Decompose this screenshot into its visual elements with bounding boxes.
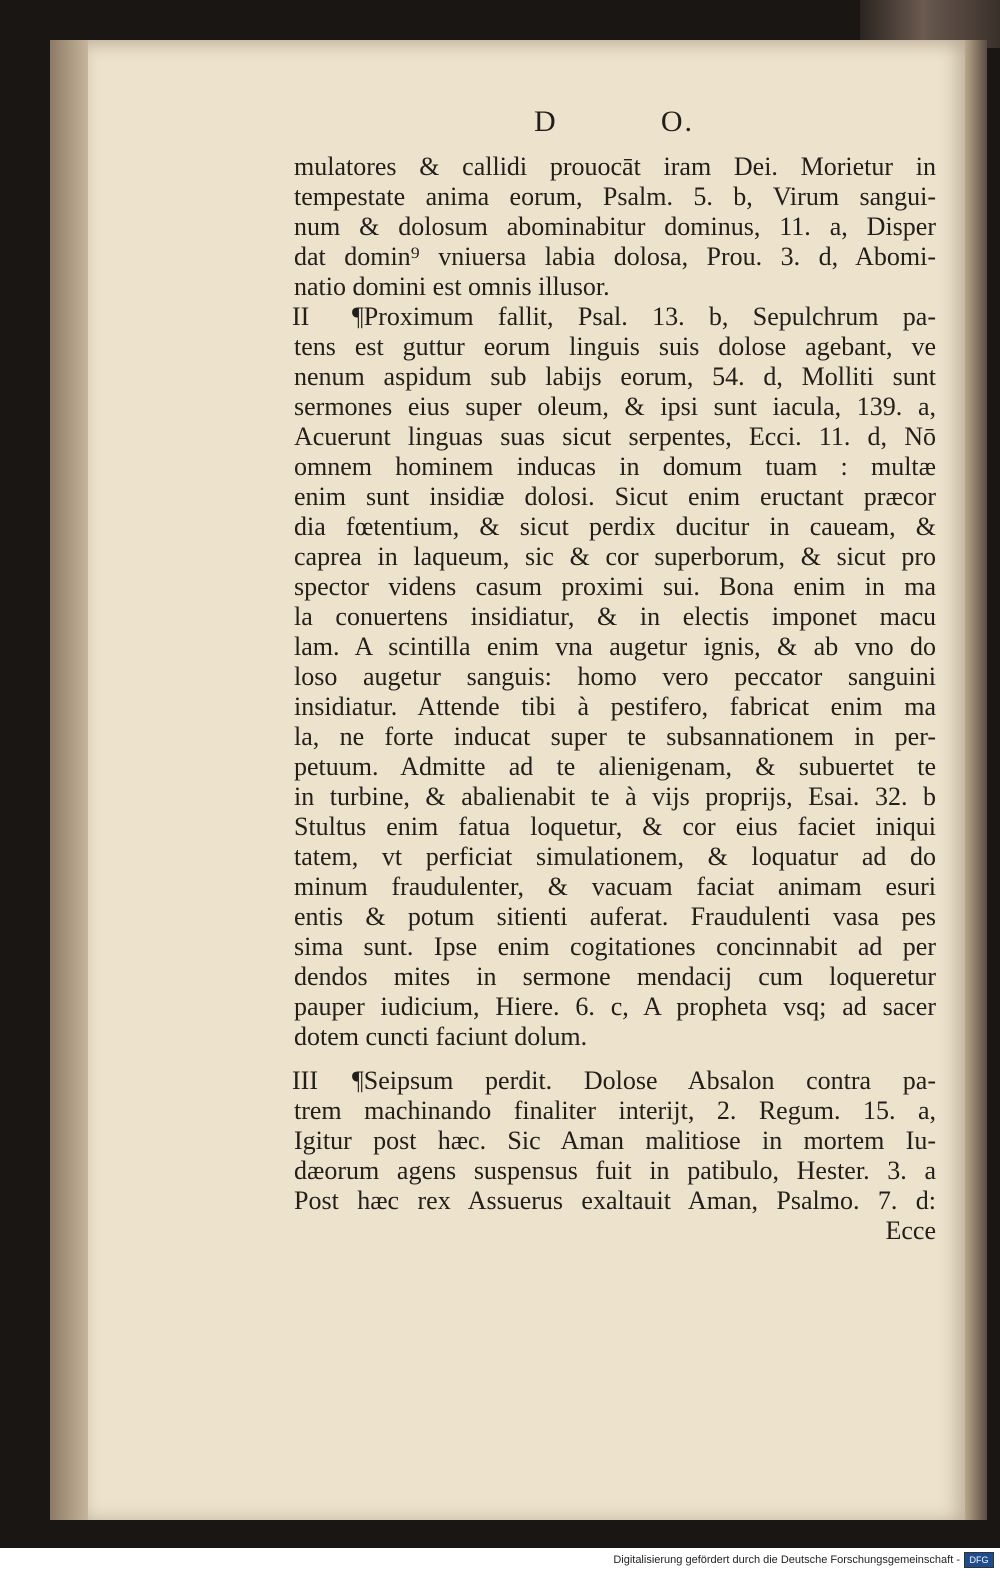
text-line: in turbine, & abalienabit te à vijs proprijs, Esai. 32. b: [294, 782, 936, 811]
text-line: tens est guttur eorum linguis suis dolose agebant, ve: [294, 332, 936, 361]
dfg-logo: DFG: [964, 1552, 994, 1568]
page-text-block: [294, 104, 936, 1246]
text-line: sermones eius super oleum, & ipsi sunt iacula, 139. a,: [294, 392, 936, 421]
running-head-right: O.: [660, 105, 694, 138]
text-line: Acuerunt linguas suas sicut serpentes, Ecci. 11. d, Nō: [294, 422, 936, 451]
catchword: Ecce: [885, 1216, 936, 1245]
text-line: natio domini est omnis illusor.: [294, 272, 610, 301]
text-line: Stultus enim fatua loquetur, & cor eius faciet iniqui: [294, 812, 936, 841]
text-line: dia fœtentium, & sicut perdix ducitur in caueam, &: [294, 512, 936, 541]
running-head-left: D: [534, 105, 558, 138]
text-line: Igitur post hæc. Sic Aman malitiose in mortem Iu-: [294, 1126, 936, 1155]
text-line: enim sunt insidiæ dolosi. Sicut enim eructant præcor: [294, 482, 936, 511]
text-line: dendos mites in sermone mendacij cum loqueretur: [294, 962, 936, 991]
text-line: sima sunt. Ipse enim cogitationes concinnabit ad per: [294, 932, 936, 961]
section-2: [294, 302, 936, 1052]
text-line: spector videns casum proximi sui. Bona enim in ma: [294, 572, 936, 601]
text-line: dat domin⁹ vniuersa labia dolosa, Prou. 3. d, Abomi-: [294, 242, 936, 271]
text-line: lam. A scintilla enim vna augetur ignis, & ab vno do: [294, 632, 936, 661]
page-right-edge: [965, 40, 987, 1520]
digitization-footer: [0, 1548, 1000, 1588]
text-line: tatem, vt perficiat simulationem, & loquatur ad do: [294, 842, 936, 871]
text-line: Post hæc rex Assuerus exaltauit Aman, Psalmo. 7. d:: [294, 1186, 936, 1215]
text-line: dæorum agens suspensus fuit in patibulo, Hester. 3. a: [294, 1156, 936, 1185]
text-line: dotem cuncti faciunt dolum.: [294, 1022, 588, 1051]
paragraph-1: [294, 152, 936, 302]
text-line: caprea in laqueum, sic & cor superborum, & sicut pro: [294, 542, 936, 571]
text-line: pauper iudicium, Hiere. 6. c, A propheta vsq; ad sacer: [294, 992, 936, 1021]
text-line: minum fraudulenter, & vacuam faciat animam esuri: [294, 872, 936, 901]
running-head: [534, 104, 694, 140]
text-line: trem machinando finaliter interijt, 2. Regum. 15. a,: [294, 1096, 936, 1125]
text-line: loso augetur sanguis: homo vero peccator sanguini: [294, 662, 936, 691]
text-line: tempestate anima eorum, Psalm. 5. b, Virum sangui-: [294, 182, 936, 211]
text-line: la, ne forte inducat super te subsannationem in per-: [294, 722, 936, 751]
section-spacer: [294, 1052, 936, 1066]
text-line: nenum aspidum sub labijs eorum, 54. d, Molliti sunt: [294, 362, 936, 391]
text-line: ¶Seipsum perdit. Dolose Absalon contra pa-: [352, 1066, 936, 1095]
text-line: entis & potum sitienti auferat. Fraudulenti vasa pes: [294, 902, 936, 931]
section-number: III: [292, 1066, 318, 1095]
text-line: ¶Proximum fallit, Psal. 13. b, Sepulchrum pa-: [352, 302, 936, 331]
text-line: omnem hominem inducas in domum tuam : multæ: [294, 452, 936, 481]
page-gutter: [50, 40, 90, 1520]
text-line: insidiatur. Attende tibi à pestifero, fabricat enim ma: [294, 692, 936, 721]
section-3: [294, 1066, 936, 1216]
text-line: mulatores & callidi prouocāt iram Dei. Morietur in: [294, 152, 936, 181]
funding-credit: Digitalisierung gefördert durch die Deutsche Forschungsgemeinschaft -: [613, 1554, 960, 1566]
text-line: petuum. Admitte ad te alienigenam, & subuertet te: [294, 752, 936, 781]
text-line: num & dolosum abominabitur dominus, 11. a, Disper: [294, 212, 936, 241]
section-number: II: [292, 302, 310, 331]
text-line: la conuertens insidiatur, & in electis imponet macu: [294, 602, 936, 631]
